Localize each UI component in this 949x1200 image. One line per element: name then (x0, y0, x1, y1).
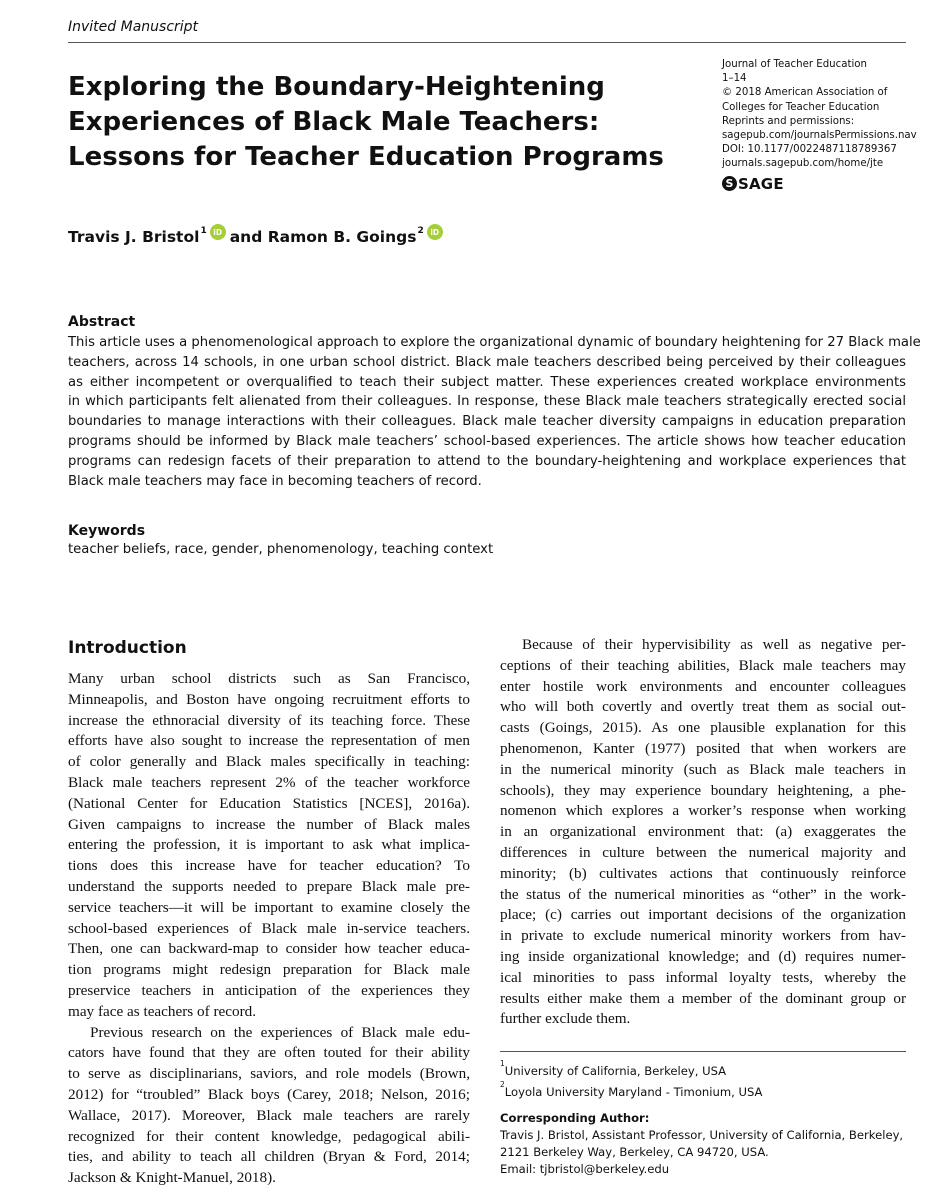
page-range: 1–14 (722, 73, 747, 85)
body-line: may face as teachers of record. (68, 1002, 257, 1020)
sage-logo-icon: S (722, 176, 737, 191)
body-line: casts (Goings, 2015). As one plausible explanation for this (500, 719, 906, 737)
footnotes (500, 1059, 906, 1178)
orcid-icon[interactable]: iD (210, 224, 226, 240)
running-header-label: Invited Manuscript (68, 19, 199, 35)
abstract-line: as either incompetent or overqualified to teach their subject matter. These experiences created workplace environments (68, 374, 906, 390)
body-column-right (500, 635, 906, 1030)
sage-logo-text: SAGE (738, 174, 784, 193)
body-line: schools), they may experience boundary heightening, a phe- (500, 781, 906, 799)
body-line: school-based experiences of Black male in-service teachers. (68, 919, 470, 937)
body-line: cators have found that they are often touted for their ability (68, 1044, 470, 1062)
body-line: further exclude them. (500, 1010, 631, 1028)
body-line: Wallace, 2017). Moreover, Black male teachers are rarely (68, 1106, 470, 1124)
body-line: to serve as disciplinarians, saviors, and role models (Brown, (68, 1065, 470, 1083)
corresponding-author-line: 2121 Berkeley Way, Berkeley, CA 94720, USA. (500, 1144, 769, 1159)
abstract-line: teachers, across 14 schools, in one urban school district. Black male teachers described being perceived by their colleagues (68, 354, 906, 370)
author-connector: and (229, 228, 263, 246)
abstract-line: in which participants felt alienated from their colleagues. In response, these Black male teachers strategically erected social (68, 394, 906, 410)
permissions-label: Reprints and permissions: (722, 115, 855, 127)
body-line: Minneapolis, and Boston have ongoing recruitment efforts to (68, 690, 470, 708)
title-line: Experiences of Black Male Teachers: (68, 107, 600, 137)
orcid-icon[interactable]: iD (427, 224, 443, 240)
body-line: preservice teachers in anticipation of the experiences they (68, 981, 470, 999)
body-line: minority; (b) cultivates actions that continuously reinforce (500, 864, 906, 882)
abstract-line: boundaries to manage interactions with their colleagues. Black male teacher diversity campaigns in education preparation (68, 414, 906, 430)
title-line: Lessons for Teacher Education Programs (68, 142, 664, 172)
affiliation-text: Loyola University Maryland - Timonium, USA (504, 1084, 763, 1099)
body-line: Black male teachers represent 2% of the teacher workforce (68, 773, 470, 791)
body-line: phenomenon, Kanter (1977) posited that when workers are (500, 739, 906, 757)
abstract-line: This article uses a phenomenological approach to explore the organizational dynamic of boundary heightening for 27 Black male (68, 335, 921, 350)
body-line: place; (c) carries out important decisions of the organization (500, 906, 906, 924)
journal-info (722, 58, 937, 194)
body-line: ties, and ability to teach all children (Bryan & Ford, 2014; (68, 1148, 470, 1166)
body-line: Because of their hypervisibility as well as negative per- (522, 636, 906, 653)
journal-name: Journal of Teacher Education (722, 59, 868, 70)
doi-line[interactable]: DOI: 10.1177/0022487118789367 (722, 144, 897, 156)
body-line: (National Center for Education Statistics [NCES], 2016a). (68, 794, 470, 812)
abstract-line: Black male teachers may face in becoming teachers of record. (68, 473, 482, 489)
affiliation-marker: 1 (500, 1059, 505, 1068)
keywords-list: teacher beliefs, race, gender, phenomenology, teaching context (68, 542, 494, 557)
body-line: nomenon which explores a worker’s response when working (500, 802, 906, 820)
body-line: Given campaigns to increase the number of Black males (68, 815, 470, 833)
body-line: Then, one can backward-map to consider how teacher educa- (68, 940, 470, 958)
introduction-heading: Introduction (68, 638, 187, 658)
body-line: Previous research on the experiences of Black male edu- (90, 1023, 470, 1041)
body-line: results either make them a member of the dominant group or (500, 989, 906, 1007)
author-line (68, 228, 447, 246)
keywords-heading: Keywords (68, 523, 146, 539)
body-line: in an organizational environment that: (a) exaggerates the (500, 823, 906, 841)
affiliation-2 (500, 1080, 906, 1101)
body-column-left (68, 669, 470, 1189)
body-line: ing inside organizational knowledge; and (d) requires numer- (500, 947, 906, 965)
body-line: differences in culture between the numerical majority and (500, 843, 906, 861)
permissions-link[interactable]: sagepub.com/journalsPermissions.nav (722, 130, 917, 142)
body-line: in private to exclude numerical minority workers from hav- (500, 927, 906, 945)
abstract-body (68, 333, 921, 491)
body-line: understand the supports needed to prepare Black male pre- (68, 877, 470, 895)
body-line: service teachers—it will be important to examine closely the (68, 898, 470, 916)
body-line: the status of the numerical minorities as “other” in the work- (500, 885, 906, 903)
body-line: entering the profession, it is important to ask what implica- (68, 836, 470, 854)
abstract-line: programs can redesign facets of their preparation to attend to the boundary-heightening and workplace experiences that (68, 453, 906, 469)
affiliation-marker: 2 (500, 1079, 505, 1089)
author-name: Ramon B. Goings (267, 228, 417, 246)
copyright-line: © 2018 American Association of (722, 87, 888, 99)
article-title (68, 70, 688, 175)
body-line: ical minorities to pass informal loyalty tests, whereby the (500, 968, 906, 986)
body-line: Jackson & Knight-Manuel, 2018). (68, 1169, 276, 1187)
body-line: 2012) for “troubled” Black boys (Carey, 2018; Nelson, 2016; (68, 1085, 470, 1103)
header-rule (68, 42, 906, 43)
body-line: in the numerical minority (such as Black male teachers in (500, 760, 906, 778)
abstract-heading: Abstract (68, 314, 136, 330)
corresponding-author-email[interactable]: Email: tjbristol@berkeley.edu (500, 1161, 670, 1176)
author-name: Travis J. Bristol (68, 228, 200, 246)
affiliation-marker: 2 (417, 226, 424, 236)
journal-homepage-link[interactable]: journals.sagepub.com/home/jte (722, 158, 884, 170)
body-line: efforts have also sought to increase the representation of men (68, 732, 470, 750)
title-line: Exploring the Boundary-Heightening (68, 72, 605, 102)
affiliation-text: University of California, Berkeley, USA (504, 1063, 727, 1078)
body-line: tions does this increase have for teacher education? To (68, 857, 470, 875)
corresponding-author-heading: Corresponding Author: (500, 1110, 650, 1125)
affiliation-marker: 1 (200, 226, 207, 236)
body-line: of color generally and Black males specifically in teaching: (68, 753, 470, 771)
body-line: Many urban school districts such as San Francisco, (68, 670, 470, 687)
body-line: recognized for their content knowledge, pedagogical abili- (68, 1127, 470, 1145)
body-line: who will both covertly and overtly treat them as social out- (500, 698, 906, 716)
corresponding-author-line: Travis J. Bristol, Assistant Professor, University of California, Berkeley, (500, 1127, 904, 1142)
body-line: tion programs might redesign preparation for Black male (68, 961, 470, 979)
affiliation-1 (500, 1059, 906, 1080)
sage-logo (722, 174, 937, 194)
body-line: increase the ethnoracial diversity of its teaching force. These (68, 711, 470, 729)
copyright-line: Colleges for Teacher Education (722, 101, 880, 113)
body-line: enter hostile work environments and encounter colleagues (500, 677, 906, 695)
body-line: ceptions of their teaching abilities, Black male teachers may (500, 656, 906, 674)
footnote-rule (500, 1051, 906, 1052)
abstract-line: programs should be informed by Black male teachers’ school-based experiences. The article shows how teacher education (68, 433, 906, 449)
